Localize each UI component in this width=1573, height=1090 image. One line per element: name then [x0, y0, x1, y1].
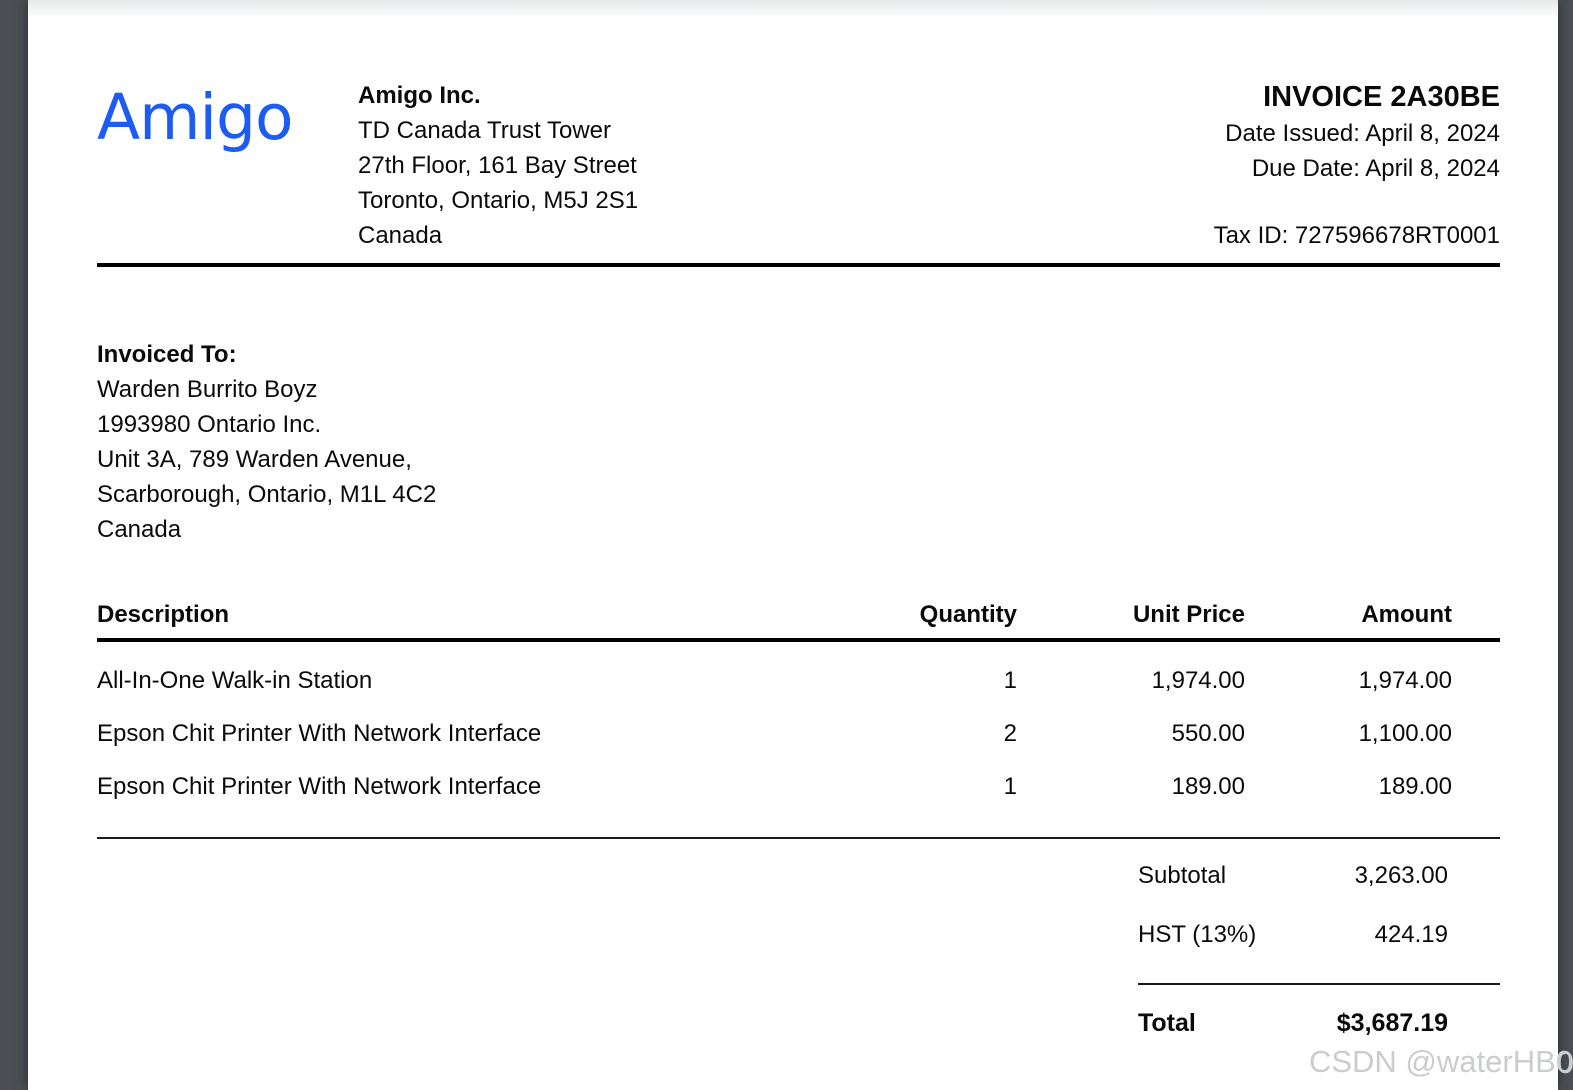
company-address-block — [358, 78, 638, 253]
total-row — [1138, 1008, 1500, 1038]
table-row — [97, 772, 1500, 802]
invoice-due-date: Due Date: April 8, 2024 — [1251, 155, 1500, 182]
invoice-meta-block — [1214, 78, 1500, 253]
company-logo: Amigo — [97, 81, 293, 154]
total-value: $3,687.19 — [1336, 1009, 1448, 1037]
total-divider — [1138, 983, 1500, 985]
item-description: All-In-One Walk-in Station — [97, 667, 373, 694]
invoice-page — [28, 0, 1558, 1090]
item-amount: 1,974.00 — [1358, 667, 1452, 694]
item-quantity: 1 — [1003, 667, 1017, 694]
invoice-header — [97, 0, 1500, 253]
item-quantity: 1 — [1003, 773, 1017, 800]
column-header-unit-price: Unit Price — [1132, 601, 1245, 628]
table-row — [97, 666, 1500, 696]
totals-block — [1138, 861, 1500, 1038]
table-header-row — [97, 600, 1500, 630]
item-amount: 189.00 — [1378, 773, 1452, 800]
item-description: Epson Chit Printer With Network Interface — [97, 773, 542, 800]
item-unit-price: 1,974.00 — [1151, 667, 1245, 694]
subtotal-label: Subtotal — [1138, 862, 1227, 889]
tax-row — [1138, 920, 1500, 950]
header-divider — [97, 263, 1500, 267]
line-items-table — [97, 600, 1500, 839]
company-address-line: Toronto, Ontario, M5J 2S1 — [358, 187, 639, 214]
table-row — [97, 719, 1500, 749]
invoice-date-issued: Date Issued: April 8, 2024 — [1225, 120, 1500, 147]
total-label: Total — [1138, 1009, 1196, 1037]
table-header-divider — [97, 638, 1500, 642]
company-address-line: 27th Floor, 161 Bay Street — [358, 152, 637, 179]
column-header-description: Description — [97, 601, 230, 628]
billed-to-block — [97, 337, 1500, 547]
subtotal-row — [1138, 861, 1500, 891]
subtotal-value: 3,263.00 — [1354, 862, 1448, 889]
item-quantity: 2 — [1003, 720, 1017, 747]
column-header-amount: Amount — [1361, 601, 1452, 628]
item-amount: 1,100.00 — [1358, 720, 1452, 747]
billed-to-line: Warden Burrito Boyz — [97, 376, 318, 403]
column-header-quantity: Quantity — [919, 601, 1017, 628]
tax-value: 424.19 — [1374, 921, 1448, 948]
billed-to-label: Invoiced To: — [97, 341, 237, 368]
item-unit-price: 189.00 — [1171, 773, 1245, 800]
tax-label: HST (13%) — [1138, 921, 1257, 948]
item-description: Epson Chit Printer With Network Interface — [97, 720, 542, 747]
billed-to-line: 1993980 Ontario Inc. — [97, 411, 322, 438]
invoice-title: INVOICE 2A30BE — [1263, 81, 1500, 113]
invoice-content — [28, 0, 1558, 1090]
billed-to-line: Scarborough, Ontario, M1L 4C2 — [97, 481, 437, 508]
item-unit-price: 550.00 — [1171, 720, 1245, 747]
company-name: Amigo Inc. — [358, 82, 481, 109]
billed-to-line: Unit 3A, 789 Warden Avenue, — [97, 446, 412, 473]
billed-to-line: Canada — [97, 516, 182, 543]
csdn-watermark: CSDN @waterHB0 — [1308, 1044, 1573, 1079]
table-bottom-divider — [97, 837, 1500, 839]
invoice-tax-id: Tax ID: 727596678RT0001 — [1213, 222, 1500, 249]
company-address-line: TD Canada Trust Tower — [358, 117, 611, 144]
company-address-line: Canada — [358, 222, 443, 249]
